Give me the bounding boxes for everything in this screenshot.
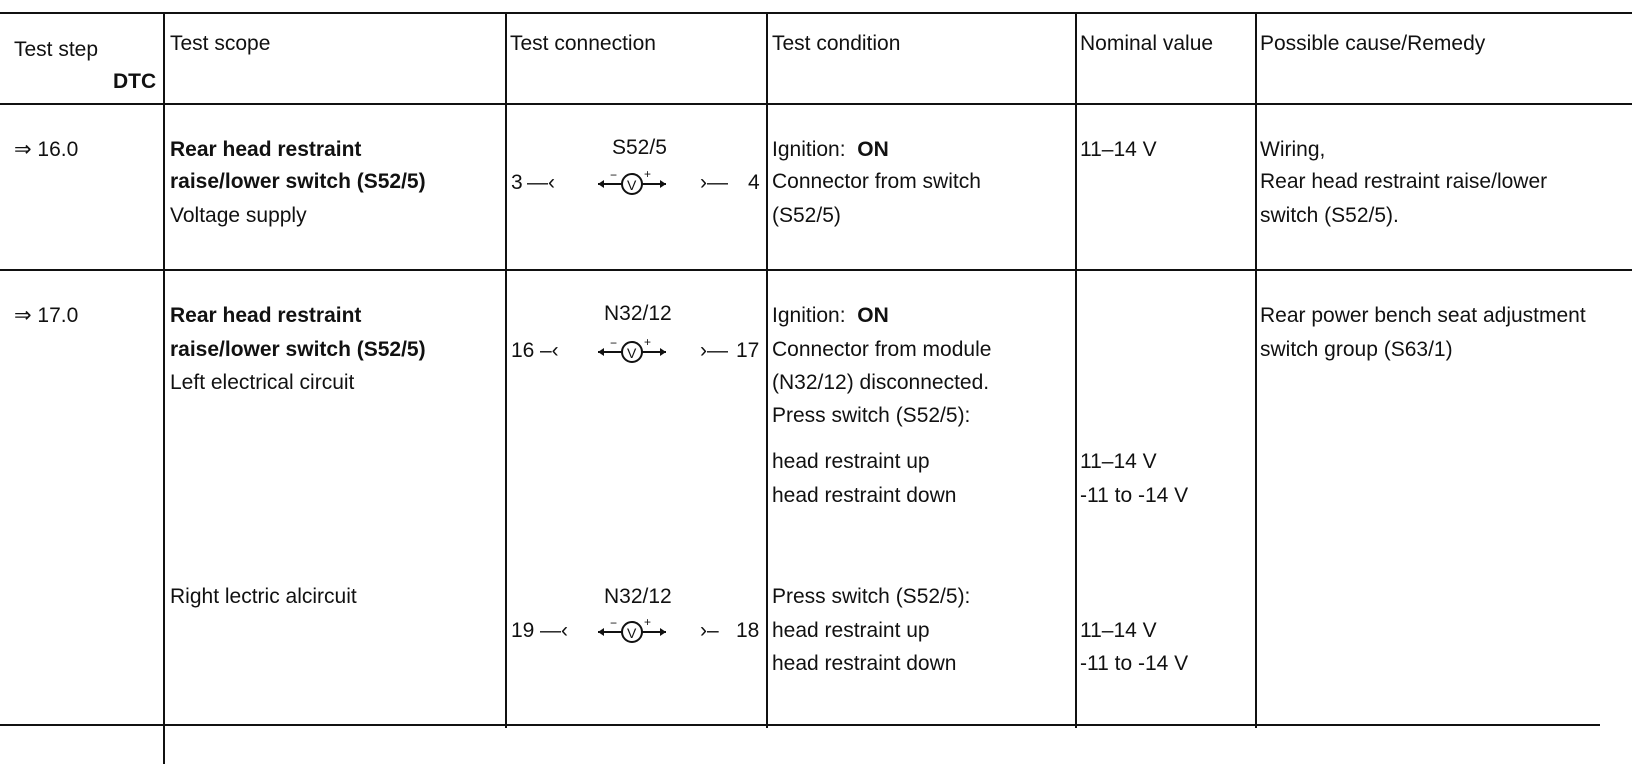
header-rule (0, 103, 1632, 105)
bottom-rule (0, 724, 1600, 726)
col-divider-1 (163, 12, 165, 764)
row2-condition-line-5: head restraint down (772, 484, 957, 507)
header-test-condition: Test condition (772, 32, 901, 55)
row2-nominal2-up: 11–14 V (1080, 619, 1157, 642)
svg-text:−: − (610, 618, 618, 630)
header-test-scope: Test scope (170, 32, 271, 55)
row2-conn-a-left-pin: 16 (511, 339, 535, 362)
col-divider-3 (766, 12, 768, 728)
row2-condition2-line-1: Press switch (S52/5): (772, 585, 971, 608)
row1-conn-left-wire: —‹ (527, 171, 555, 194)
row1-condition-label: Ignition: ON (772, 138, 889, 161)
row2-conn-a-right-pin: 17 (736, 339, 760, 362)
row2-nominal-down: -11 to -14 V (1080, 484, 1189, 507)
row2-nominal2-down: -11 to -14 V (1080, 652, 1189, 675)
header-test-connection: Test connection (510, 32, 656, 55)
header-nominal-value: Nominal value (1080, 32, 1214, 55)
row2-condition-line-3: Press switch (S52/5): (772, 404, 971, 427)
row2-cause-2: switch group (S63/1) (1260, 338, 1453, 361)
row2-nominal-up: 11–14 V (1080, 450, 1157, 473)
svg-text:+: + (644, 338, 652, 349)
row2-condition-line-4: head restraint up (772, 450, 930, 473)
header-possible-cause: Possible cause/Remedy (1260, 32, 1486, 55)
row2-conn-b-left-wire: —‹ (540, 619, 568, 642)
col-divider-5 (1255, 12, 1257, 728)
row1-scope-sub: Voltage supply (170, 204, 307, 227)
row1-step: ⇒ 16.0 (14, 138, 79, 161)
row1-conn-right-pin: 4 (748, 171, 760, 194)
svg-text:V: V (627, 177, 637, 193)
row2-conn-b-left-pin: 19 (511, 619, 535, 642)
header-dtc: DTC (113, 70, 157, 93)
row2-cause-1: Rear power bench seat adjustment (1260, 304, 1586, 327)
row1-cause-2: Rear head restraint raise/lower (1260, 170, 1548, 193)
voltmeter-icon (596, 618, 668, 644)
row1-conn-left-pin: 3 (511, 171, 523, 194)
svg-text:−: − (610, 170, 618, 182)
header-test-step: Test step (14, 38, 99, 61)
svg-text:V: V (627, 625, 637, 641)
row2-condition-line-2: (N32/12) disconnected. (772, 371, 990, 394)
row2-conn-a-right-wire: ›— (700, 339, 728, 362)
row2-scope-sub-2: Right lectric alcircuit (170, 585, 357, 608)
row1-scope-title-1: Rear head restraint (170, 138, 362, 161)
row2-conn-b-right-pin: 18 (736, 619, 760, 642)
row1-scope-title-2: raise/lower switch (S52/5) (170, 170, 426, 193)
col-divider-4 (1075, 12, 1077, 728)
row1-condition-line-1: Connector from switch (772, 170, 981, 193)
voltmeter-icon (596, 338, 668, 364)
svg-text:V: V (627, 345, 637, 361)
row2-scope-title-1: Rear head restraint (170, 304, 362, 327)
top-rule (0, 12, 1632, 14)
col-divider-2 (505, 12, 507, 728)
row2-scope-title-2: raise/lower switch (S52/5) (170, 338, 426, 361)
row2-conn-b-module: N32/12 (604, 585, 672, 608)
row2-step: ⇒ 17.0 (14, 304, 79, 327)
row-divider (0, 269, 1632, 271)
row1-cause-3: switch (S52/5). (1260, 204, 1399, 227)
row1-nominal: 11–14 V (1080, 138, 1157, 161)
row2-conn-a-left-wire: –‹ (540, 339, 559, 362)
row2-scope-sub: Left electrical circuit (170, 371, 355, 394)
svg-text:−: − (610, 338, 618, 350)
row1-conn-right-wire: ›— (700, 171, 728, 194)
row2-conn-a-module: N32/12 (604, 302, 672, 325)
row2-condition-label: Ignition: ON (772, 304, 889, 327)
row1-condition-line-2: (S52/5) (772, 204, 841, 227)
svg-text:+: + (644, 618, 652, 629)
row1-cause-1: Wiring, (1260, 138, 1326, 161)
row2-conn-b-right-wire: ›– (700, 619, 719, 642)
voltmeter-icon (596, 170, 668, 196)
row2-condition2-line-2: head restraint up (772, 619, 930, 642)
row2-condition-line-1: Connector from module (772, 338, 992, 361)
row1-conn-module: S52/5 (612, 136, 667, 159)
row2-condition2-line-3: head restraint down (772, 652, 957, 675)
svg-text:+: + (644, 170, 652, 181)
